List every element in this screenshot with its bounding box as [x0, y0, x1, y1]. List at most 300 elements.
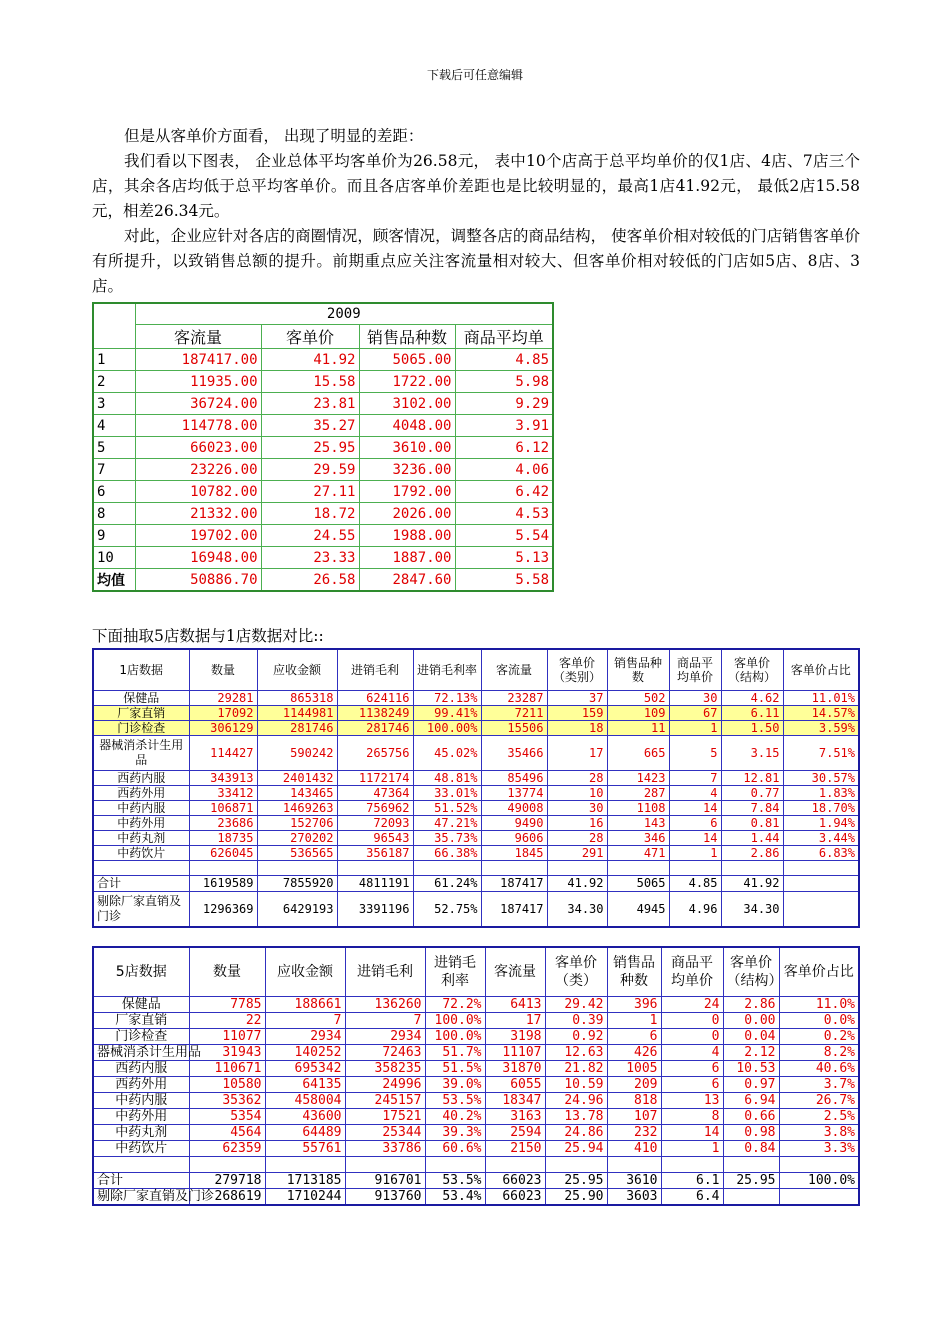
empty-cell [607, 861, 669, 876]
total-cell: 1296369 [189, 892, 257, 928]
data-cell: 31870 [485, 1061, 545, 1077]
data-cell: 60.6% [425, 1141, 485, 1157]
data-cell: 6.11 [721, 706, 783, 721]
data-cell: 11107 [485, 1045, 545, 1061]
data-cell: 36724.00 [135, 393, 261, 415]
header-row [93, 649, 859, 691]
data-cell: 11.0% [779, 997, 859, 1013]
total-label: 合计 [93, 876, 189, 892]
data-cell: 6.83% [783, 846, 859, 861]
total-cell: 3610 [607, 1173, 661, 1189]
category-label: 门诊检查 [93, 721, 189, 736]
total-cell: 1713185 [265, 1173, 345, 1189]
data-cell: 7785 [189, 997, 265, 1013]
data-cell: 346 [607, 831, 669, 846]
total-cell: 7855920 [257, 876, 337, 892]
data-cell: 502 [607, 691, 669, 706]
data-cell: 24 [661, 997, 723, 1013]
data-cell: 4.62 [721, 691, 783, 706]
data-cell: 13.78 [545, 1109, 607, 1125]
data-cell: 1 [669, 721, 721, 736]
data-cell: 5.54 [455, 525, 553, 547]
data-cell: 7211 [481, 706, 547, 721]
data-cell: 1.83% [783, 786, 859, 801]
total-row [93, 1189, 859, 1206]
category-label: 西药外用 [93, 1077, 189, 1093]
table-row [93, 525, 553, 547]
total-row [93, 892, 859, 928]
column-header: 数量 [189, 649, 257, 691]
column-header: 客流量 [481, 649, 547, 691]
data-cell: 26.7% [779, 1093, 859, 1109]
data-cell: 3163 [485, 1109, 545, 1125]
column-header: 进销毛利率 [413, 649, 481, 691]
data-cell: 5065.00 [359, 349, 455, 371]
data-cell: 45.02% [413, 736, 481, 771]
column-header: 商品平均单价 [661, 947, 723, 997]
empty-cell [669, 861, 721, 876]
data-cell: 1 [669, 846, 721, 861]
data-cell: 17 [547, 736, 607, 771]
empty-cell [723, 1157, 779, 1173]
data-cell: 2594 [485, 1125, 545, 1141]
data-cell: 51.5% [425, 1061, 485, 1077]
row-label: 10 [93, 547, 135, 569]
total-cell: 3603 [607, 1189, 661, 1206]
total-cell: 1619589 [189, 876, 257, 892]
data-cell: 10580 [189, 1077, 265, 1093]
data-cell: 187417.00 [135, 349, 261, 371]
data-cell: 18735 [189, 831, 257, 846]
data-cell: 47364 [337, 786, 413, 801]
row-label: 4 [93, 415, 135, 437]
data-cell: 356187 [337, 846, 413, 861]
category-label: 中药丸剂 [93, 831, 189, 846]
row-label: 5 [93, 437, 135, 459]
table-row [93, 1045, 859, 1061]
table-row [93, 831, 859, 846]
data-cell: 7 [669, 771, 721, 786]
data-cell: 12.63 [545, 1045, 607, 1061]
data-cell: 51.52% [413, 801, 481, 816]
data-cell: 5.98 [455, 371, 553, 393]
data-cell: 14.57% [783, 706, 859, 721]
empty-cell [257, 861, 337, 876]
data-cell: 25.95 [261, 437, 359, 459]
data-cell: 1005 [607, 1061, 661, 1077]
data-cell: 12.81 [721, 771, 783, 786]
row-label: 9 [93, 525, 135, 547]
table-row [93, 349, 553, 371]
data-cell: 24.86 [545, 1125, 607, 1141]
data-cell: 3102.00 [359, 393, 455, 415]
data-cell: 3.7% [779, 1077, 859, 1093]
total-cell: 100.0% [779, 1173, 859, 1189]
data-cell: 624116 [337, 691, 413, 706]
total-cell: 52.75% [413, 892, 481, 928]
data-cell: 6413 [485, 997, 545, 1013]
data-cell: 22 [189, 1013, 265, 1029]
data-cell: 2934 [265, 1029, 345, 1045]
data-cell: 2847.60 [359, 569, 455, 592]
data-cell: 3236.00 [359, 459, 455, 481]
column-header: 数量 [189, 947, 265, 997]
category-label: 中药外用 [93, 1109, 189, 1125]
data-cell: 15506 [481, 721, 547, 736]
spacer-row [93, 1157, 859, 1173]
table-row [93, 1093, 859, 1109]
data-cell: 396 [607, 997, 661, 1013]
table-row [93, 415, 553, 437]
data-cell: 24.96 [545, 1093, 607, 1109]
data-cell: 410 [607, 1141, 661, 1157]
data-cell: 626045 [189, 846, 257, 861]
total-cell: 913760 [345, 1189, 425, 1206]
data-cell: 471 [607, 846, 669, 861]
data-cell: 100.0% [425, 1013, 485, 1029]
data-cell: 1144981 [257, 706, 337, 721]
data-cell: 0.92 [545, 1029, 607, 1045]
data-cell: 48.81% [413, 771, 481, 786]
data-cell: 8.2% [779, 1045, 859, 1061]
column-header: 客流量 [135, 325, 261, 349]
empty-cell [547, 861, 607, 876]
data-cell: 143 [607, 816, 669, 831]
data-cell: 3.59% [783, 721, 859, 736]
data-cell: 23.33 [261, 547, 359, 569]
table-row [93, 371, 553, 393]
data-cell: 35.27 [261, 415, 359, 437]
empty-cell [425, 1157, 485, 1173]
data-cell: 209 [607, 1077, 661, 1093]
data-cell: 15.58 [261, 371, 359, 393]
empty-cell [661, 1157, 723, 1173]
table-row [93, 1029, 859, 1045]
data-cell: 3.44% [783, 831, 859, 846]
data-cell: 100.00% [413, 721, 481, 736]
empty-cell [345, 1157, 425, 1173]
data-cell: 35.73% [413, 831, 481, 846]
data-cell: 62359 [189, 1141, 265, 1157]
column-header: 客单价 [261, 325, 359, 349]
total-label: 合计 [93, 1173, 189, 1189]
data-cell: 106871 [189, 801, 257, 816]
table-row [93, 1125, 859, 1141]
total-cell: 187417 [481, 876, 547, 892]
total-cell: 66023 [485, 1189, 545, 1206]
data-cell: 2401432 [257, 771, 337, 786]
data-cell: 291 [547, 846, 607, 861]
data-cell: 23686 [189, 816, 257, 831]
data-cell: 10.59 [545, 1077, 607, 1093]
data-cell: 0.04 [723, 1029, 779, 1045]
total-label: 剔除厂家直销及门诊 [93, 892, 189, 928]
column-header: 销售品种数 [607, 649, 669, 691]
total-cell: 1710244 [265, 1189, 345, 1206]
data-cell: 114427 [189, 736, 257, 771]
data-cell: 40.2% [425, 1109, 485, 1125]
table-row [93, 547, 553, 569]
empty-cell [413, 861, 481, 876]
empty-cell [189, 861, 257, 876]
paragraph: 我们看以下图表， 企业总体平均客单价为26.58元， 表中10个店高于总平均单价的仅1店、4店、7店三个店，其余各店均低于总平均客单价。而且各店客单价差距也是比较明显的，最高1店41.92元， 最低2店15.58元，相差26.34元。 [92, 152, 860, 220]
data-cell: 0.2% [779, 1029, 859, 1045]
category-label: 中药饮片 [93, 1141, 189, 1157]
data-cell: 0.98 [723, 1125, 779, 1141]
data-cell: 47.21% [413, 816, 481, 831]
row-label: 1 [93, 349, 135, 371]
data-cell: 6 [661, 1061, 723, 1077]
category-label: 中药丸剂 [93, 1125, 189, 1141]
data-cell: 50886.70 [135, 569, 261, 592]
table-row [93, 801, 859, 816]
data-cell: 2.5% [779, 1109, 859, 1125]
data-cell: 35362 [189, 1093, 265, 1109]
data-cell: 152706 [257, 816, 337, 831]
row-label: 7 [93, 459, 135, 481]
data-cell: 1.50 [721, 721, 783, 736]
data-cell: 21.82 [545, 1061, 607, 1077]
table-row [93, 503, 553, 525]
data-cell: 11935.00 [135, 371, 261, 393]
table-row [93, 569, 553, 592]
total-cell [723, 1189, 779, 1206]
data-cell: 6 [669, 816, 721, 831]
data-cell: 536565 [257, 846, 337, 861]
data-cell: 865318 [257, 691, 337, 706]
column-header: 客单价（类） [545, 947, 607, 997]
data-cell: 0.81 [721, 816, 783, 831]
data-cell: 24996 [345, 1077, 425, 1093]
data-cell: 99.41% [413, 706, 481, 721]
total-label: 剔除厂家直销及门诊 [93, 1189, 189, 1206]
empty-cell [721, 861, 783, 876]
data-cell: 7.51% [783, 736, 859, 771]
data-cell: 10 [547, 786, 607, 801]
total-cell: 34.30 [721, 892, 783, 928]
data-cell: 0.0% [779, 1013, 859, 1029]
data-cell: 3198 [485, 1029, 545, 1045]
column-header: 销售品种数 [359, 325, 455, 349]
category-label: 中药饮片 [93, 846, 189, 861]
column-header: 进销毛利 [337, 649, 413, 691]
table-row [93, 721, 859, 736]
total-cell [779, 1189, 859, 1206]
table-title: 5店数据 [93, 947, 189, 997]
data-cell: 4 [669, 786, 721, 801]
data-cell: 26.58 [261, 569, 359, 592]
data-cell: 3610.00 [359, 437, 455, 459]
table-row [93, 437, 553, 459]
data-cell: 4.85 [455, 349, 553, 371]
total-cell: 4.96 [669, 892, 721, 928]
data-cell: 265756 [337, 736, 413, 771]
data-cell: 1 [661, 1141, 723, 1157]
total-cell: 25.95 [723, 1173, 779, 1189]
data-cell: 64489 [265, 1125, 345, 1141]
total-cell: 5065 [607, 876, 669, 892]
total-cell: 3391196 [337, 892, 413, 928]
empty-cell [189, 1157, 265, 1173]
column-header: 客单价占比 [783, 649, 859, 691]
total-cell [783, 892, 859, 928]
data-cell: 100.0% [425, 1029, 485, 1045]
column-header: 客单价占比 [779, 947, 859, 997]
category-label: 保健品 [93, 997, 189, 1013]
data-cell: 6 [607, 1029, 661, 1045]
data-cell: 358235 [345, 1061, 425, 1077]
data-cell: 53.5% [425, 1093, 485, 1109]
total-cell: 4811191 [337, 876, 413, 892]
data-cell: 2.86 [721, 846, 783, 861]
data-cell: 35466 [481, 736, 547, 771]
data-cell: 281746 [337, 721, 413, 736]
category-label: 西药外用 [93, 786, 189, 801]
category-label: 器械消杀计生用品 [93, 1045, 189, 1061]
table-row [93, 459, 553, 481]
category-label: 厂家直销 [93, 1013, 189, 1029]
table-row [93, 786, 859, 801]
table-row [93, 393, 553, 415]
row-label: 8 [93, 503, 135, 525]
data-cell: 4048.00 [359, 415, 455, 437]
table-row [93, 1077, 859, 1093]
data-cell: 232 [607, 1125, 661, 1141]
column-header: 应收金额 [257, 649, 337, 691]
data-cell: 107 [607, 1109, 661, 1125]
data-cell: 188661 [265, 997, 345, 1013]
data-cell: 1792.00 [359, 481, 455, 503]
header-row [93, 325, 553, 349]
data-cell: 64135 [265, 1077, 345, 1093]
data-cell: 1172174 [337, 771, 413, 786]
data-cell: 3.91 [455, 415, 553, 437]
data-cell: 109 [607, 706, 669, 721]
data-cell: 818 [607, 1093, 661, 1109]
data-cell: 4 [661, 1045, 723, 1061]
data-cell: 25344 [345, 1125, 425, 1141]
data-cell: 343913 [189, 771, 257, 786]
data-cell: 143465 [257, 786, 337, 801]
data-cell: 1845 [481, 846, 547, 861]
data-cell: 72.2% [425, 997, 485, 1013]
table-row [93, 706, 859, 721]
data-cell: 1722.00 [359, 371, 455, 393]
total-cell: 4945 [607, 892, 669, 928]
store-summary-table [92, 302, 554, 592]
data-cell: 8 [661, 1109, 723, 1125]
total-cell [783, 876, 859, 892]
data-cell: 18.70% [783, 801, 859, 816]
data-cell: 2.12 [723, 1045, 779, 1061]
data-cell: 39.0% [425, 1077, 485, 1093]
data-cell: 14 [669, 801, 721, 816]
data-cell: 1.94% [783, 816, 859, 831]
data-cell: 0.77 [721, 786, 783, 801]
total-cell: 53.5% [425, 1173, 485, 1189]
body-text [92, 124, 860, 299]
data-cell: 11.01% [783, 691, 859, 706]
data-cell: 695342 [265, 1061, 345, 1077]
data-cell: 51.7% [425, 1045, 485, 1061]
data-cell: 245157 [345, 1093, 425, 1109]
data-cell: 30 [547, 801, 607, 816]
total-cell: 25.90 [545, 1189, 607, 1206]
data-cell: 10.53 [723, 1061, 779, 1077]
data-cell: 14 [669, 831, 721, 846]
data-cell: 13774 [481, 786, 547, 801]
data-cell: 39.3% [425, 1125, 485, 1141]
data-cell: 1.44 [721, 831, 783, 846]
total-cell: 268619 [189, 1189, 265, 1206]
data-cell: 23287 [481, 691, 547, 706]
empty-cell [545, 1157, 607, 1173]
data-cell: 96543 [337, 831, 413, 846]
data-cell: 11077 [189, 1029, 265, 1045]
data-cell: 3.8% [779, 1125, 859, 1141]
data-cell: 281746 [257, 721, 337, 736]
column-header: 应收金额 [265, 947, 345, 997]
total-cell: 6.4 [661, 1189, 723, 1206]
empty-cell [485, 1157, 545, 1173]
page-header: 下载后可任意编辑 [426, 68, 523, 82]
data-cell: 0.00 [723, 1013, 779, 1029]
data-cell: 25.94 [545, 1141, 607, 1157]
data-cell: 5 [669, 736, 721, 771]
total-row [93, 1173, 859, 1189]
data-cell: 40.6% [779, 1061, 859, 1077]
table-row [93, 481, 553, 503]
total-cell: 41.92 [547, 876, 607, 892]
data-cell: 0.97 [723, 1077, 779, 1093]
data-cell: 9.29 [455, 393, 553, 415]
total-cell: 66023 [485, 1173, 545, 1189]
data-cell: 16 [547, 816, 607, 831]
table-title: 1店数据 [93, 649, 189, 691]
data-cell: 7 [265, 1013, 345, 1029]
column-header: 进销毛利 [345, 947, 425, 997]
category-label: 厂家直销 [93, 706, 189, 721]
data-cell: 66023.00 [135, 437, 261, 459]
category-label: 器械消杀计生用品 [93, 736, 189, 771]
data-cell: 4.06 [455, 459, 553, 481]
data-cell: 756962 [337, 801, 413, 816]
category-label: 门诊检查 [93, 1029, 189, 1045]
data-cell: 2150 [485, 1141, 545, 1157]
data-cell: 6.12 [455, 437, 553, 459]
empty-cell [265, 1157, 345, 1173]
total-cell: 53.4% [425, 1189, 485, 1206]
data-cell: 6.94 [723, 1093, 779, 1109]
total-cell: 41.92 [721, 876, 783, 892]
data-cell: 1988.00 [359, 525, 455, 547]
data-cell: 6.42 [455, 481, 553, 503]
data-cell: 10782.00 [135, 481, 261, 503]
data-cell: 665 [607, 736, 669, 771]
data-cell: 1469263 [257, 801, 337, 816]
data-cell: 17092 [189, 706, 257, 721]
table-row [93, 1141, 859, 1157]
data-cell: 28 [547, 771, 607, 786]
data-cell: 85496 [481, 771, 547, 786]
data-cell: 18 [547, 721, 607, 736]
data-cell: 27.11 [261, 481, 359, 503]
total-cell: 279718 [189, 1173, 265, 1189]
data-cell: 43600 [265, 1109, 345, 1125]
data-cell: 0 [661, 1029, 723, 1045]
data-cell: 136260 [345, 997, 425, 1013]
data-cell: 30 [669, 691, 721, 706]
